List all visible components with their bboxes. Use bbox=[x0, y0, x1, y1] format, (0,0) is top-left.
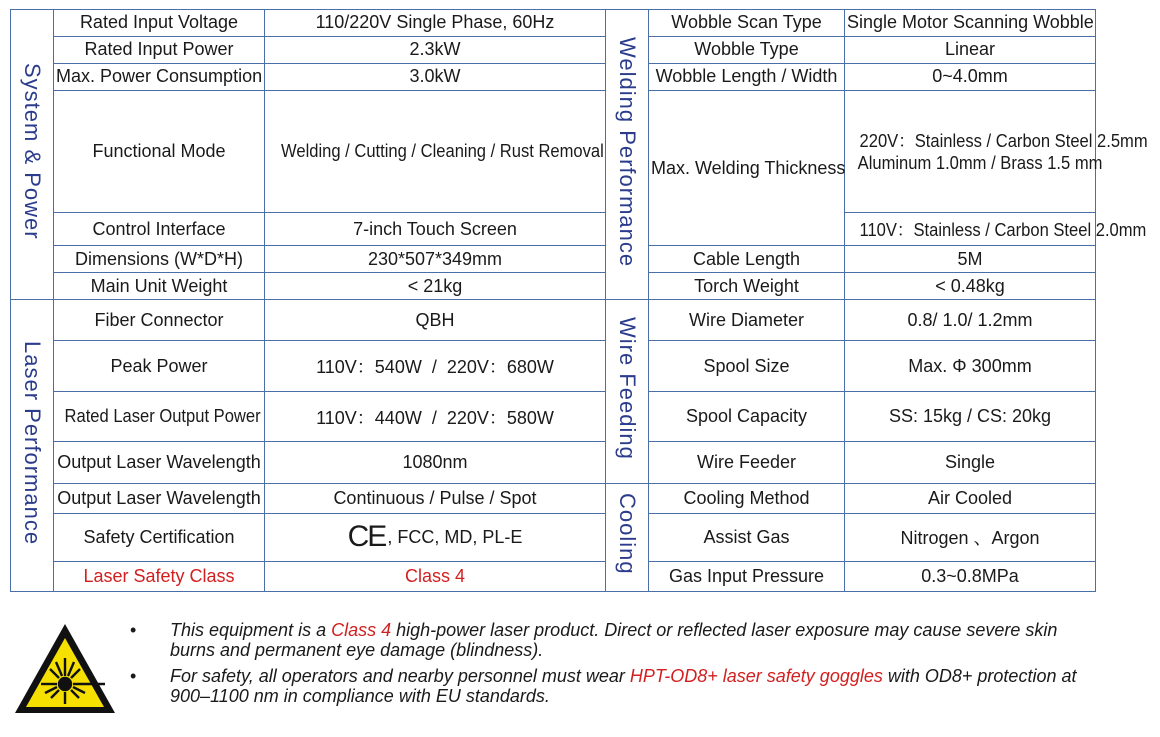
spec-value-110v: 110V：Stainless / Carbon Steel 2.0mm bbox=[845, 213, 1096, 246]
spec-label: Spool Capacity bbox=[649, 391, 845, 442]
spec-label: Wobble Scan Type bbox=[649, 10, 845, 37]
spec-value: 0.8/ 1.0/ 1.2mm bbox=[845, 300, 1096, 341]
safety-note-2: • For safety, all operators and nearby personnel must wear HPT-OD8+ laser safety goggles with OD8+ protection at 900–1100 nm in compliance with EU standards. bbox=[130, 666, 1077, 706]
spec-value: 230*507*349mm bbox=[265, 246, 606, 273]
spec-label: Fiber Connector bbox=[54, 300, 265, 341]
spec-value: Linear bbox=[845, 36, 1096, 63]
spec-value: SS: 15kg / CS: 20kg bbox=[845, 391, 1096, 442]
spec-label: Rated Input Power bbox=[54, 36, 265, 63]
spec-value: 2.3kW bbox=[265, 36, 606, 63]
spec-label: Control Interface bbox=[54, 213, 265, 246]
spec-value: 110V：540W / 220V：680W bbox=[265, 341, 606, 392]
safety-note-1: • This equipment is a Class 4 high-power laser product. Direct or reflected laser exposure may cause severe skin burns and permanent eye damage (blindness). bbox=[130, 620, 1058, 660]
spec-value: CE , FCC, MD, PL-E bbox=[265, 513, 606, 561]
ce-mark-icon: CE bbox=[347, 520, 386, 554]
category-wire-feeding: Wire Feeding bbox=[606, 300, 649, 483]
spec-label: Rated Input Voltage bbox=[54, 10, 265, 37]
spec-label: Safety Certification bbox=[54, 513, 265, 561]
spec-label: Spool Size bbox=[649, 341, 845, 392]
spec-label: Torch Weight bbox=[649, 273, 845, 300]
spec-value: 7-inch Touch Screen bbox=[265, 213, 606, 246]
spec-value: Continuous / Pulse / Spot bbox=[265, 483, 606, 513]
spec-value: Class 4 bbox=[265, 561, 606, 591]
spec-label: Assist Gas bbox=[649, 513, 845, 561]
spec-table bbox=[10, 9, 1148, 592]
spec-label: Cooling Method bbox=[649, 483, 845, 513]
spec-value: Max. Φ 300mm bbox=[845, 341, 1096, 392]
spec-value: 110V：440W / 220V：580W bbox=[265, 391, 606, 442]
spec-label: Gas Input Pressure bbox=[649, 561, 845, 591]
category-cooling: Cooling bbox=[606, 483, 649, 591]
spec-value: Single Motor Scanning Wobble bbox=[845, 10, 1096, 37]
spec-label: Laser Safety Class bbox=[54, 561, 265, 591]
spec-label: Peak Power bbox=[54, 341, 265, 392]
spec-label: Rated Laser Output Power bbox=[54, 391, 265, 442]
spec-label: Output Laser Wavelength bbox=[54, 483, 265, 513]
category-laser-performance: Laser Performance bbox=[11, 300, 54, 592]
spec-label: Max. Power Consumption bbox=[54, 63, 265, 90]
spec-value: 5M bbox=[845, 246, 1096, 273]
spec-label: Wobble Type bbox=[649, 36, 845, 63]
spec-label: Wire Feeder bbox=[649, 442, 845, 483]
laser-warning-icon bbox=[12, 621, 118, 717]
spec-value: 110/220V Single Phase, 60Hz bbox=[265, 10, 606, 37]
spec-value: QBH bbox=[265, 300, 606, 341]
spec-value: 1080nm bbox=[265, 442, 606, 483]
spec-label: Wobble Length / Width bbox=[649, 63, 845, 90]
spec-value: Single bbox=[845, 442, 1096, 483]
category-welding-performance: Welding Performance bbox=[606, 10, 649, 300]
category-system-power: System & Power bbox=[11, 10, 54, 300]
spec-label: Main Unit Weight bbox=[54, 273, 265, 300]
spec-label: Output Laser Wavelength bbox=[54, 442, 265, 483]
spec-value: < 21kg bbox=[265, 273, 606, 300]
spec-value: Air Cooled bbox=[845, 483, 1096, 513]
spec-label: Functional Mode bbox=[54, 90, 265, 213]
spec-value: Nitrogen 、Argon bbox=[845, 513, 1096, 561]
spec-label: Wire Diameter bbox=[649, 300, 845, 341]
spec-value: 0.3~0.8MPa bbox=[845, 561, 1096, 591]
spec-label: Cable Length bbox=[649, 246, 845, 273]
safety-notes bbox=[0, 605, 1105, 735]
spec-value: 0~4.0mm bbox=[845, 63, 1096, 90]
spec-value-220v: 220V：Stainless / Carbon Steel 2.5mm Aluminum 1.0mm / Brass 1.5 mm bbox=[845, 90, 1096, 213]
spec-value: Welding / Cutting / Cleaning / Rust Removal bbox=[265, 90, 606, 213]
spec-value: < 0.48kg bbox=[845, 273, 1096, 300]
spec-label: Max. Welding Thickness bbox=[649, 90, 845, 246]
spec-value: 3.0kW bbox=[265, 63, 606, 90]
spec-label: Dimensions (W*D*H) bbox=[54, 246, 265, 273]
